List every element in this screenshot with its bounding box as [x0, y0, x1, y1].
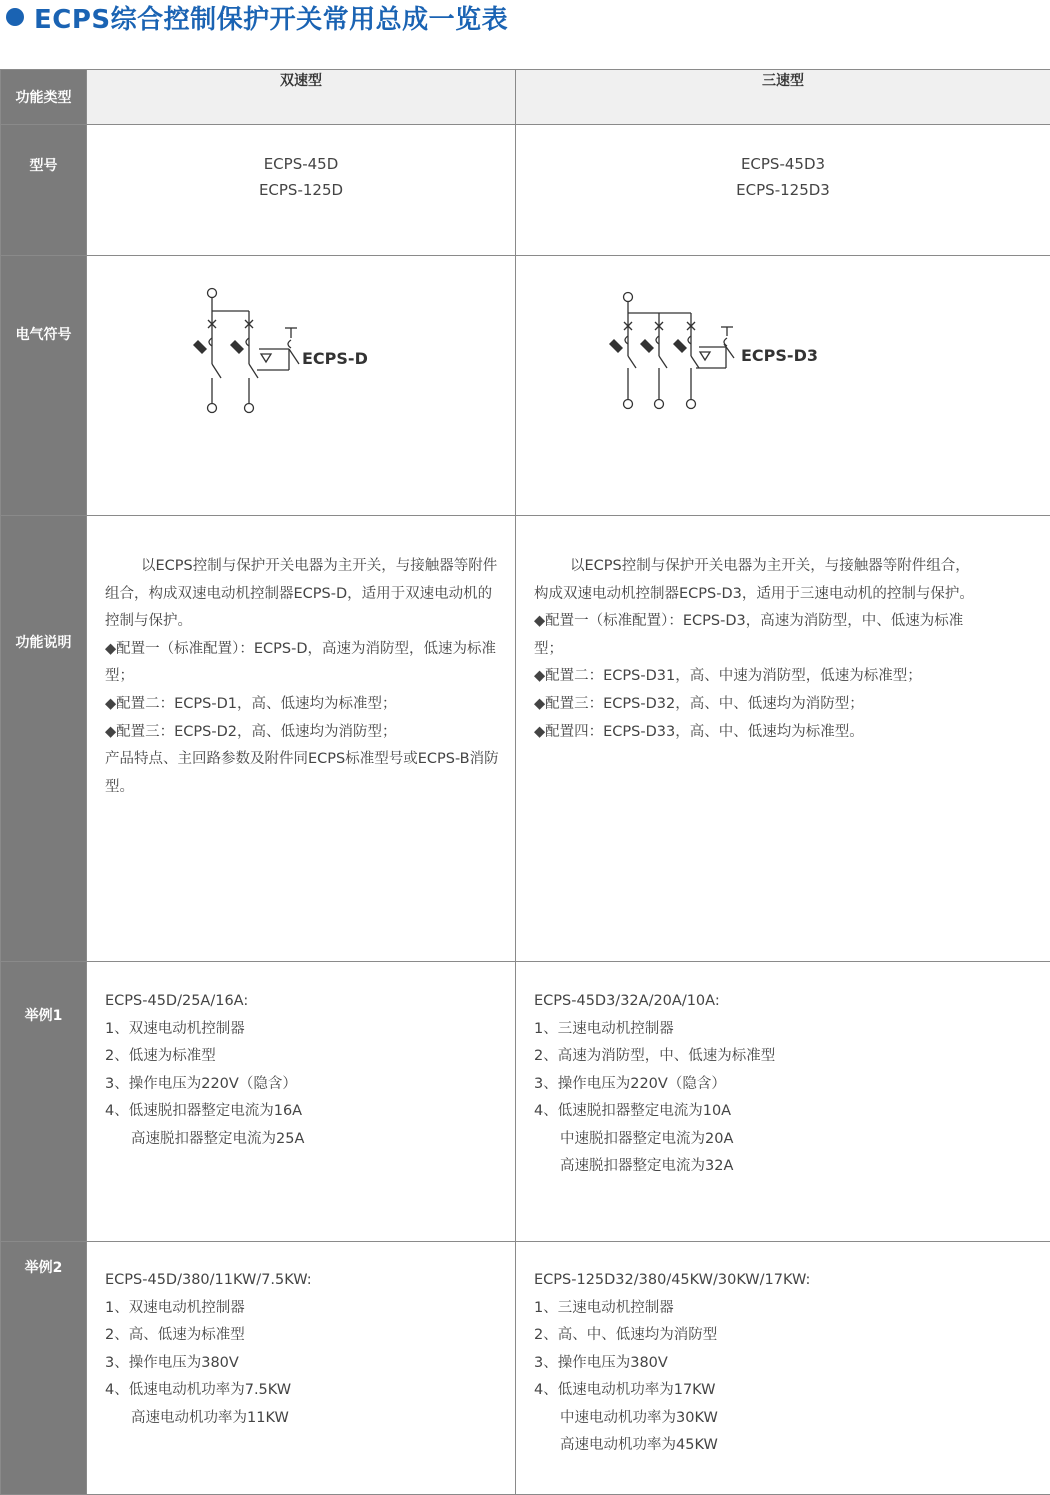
example-subitem: 高速电动机功率为11KW [105, 1405, 499, 1433]
table-row-example-1 [1, 962, 1050, 1242]
overview-table [0, 69, 1050, 1495]
ex1-cell-double [87, 962, 516, 1242]
ex2-cell-double [87, 1242, 516, 1495]
model-cell-triple [516, 125, 1050, 256]
example-item: 3、操作电压为220V（隐含） [534, 1071, 1034, 1099]
model-line: ECPS-45D [87, 151, 515, 177]
example-head: ECPS-125D32/380/45KW/30KW/17KW: [534, 1267, 1034, 1295]
page-title: ECPS综合控制保护开关常用总成一览表 [34, 0, 508, 36]
table-header-row [1, 70, 1050, 125]
example-item: 3、操作电压为380V [534, 1350, 1034, 1378]
desc-config: ◆配置二：ECPS-D31，高、中速为消防型，低速为标准型； [534, 663, 980, 691]
header-col-double-speed: 双速型 [87, 70, 516, 125]
page-title-bar [0, 0, 1050, 34]
electrical-symbol-double-icon [87, 256, 516, 447]
desc-paragraph: 以ECPS控制与保护开关电器为主开关，与接触器等附件组合，构成双速电动机控制器ECPS-D3，适用于三速电动机的控制与保护。 [534, 553, 980, 608]
row-label-example-2: 举例2 [1, 1242, 87, 1495]
symbol-cell-triple [516, 256, 1050, 516]
example-item: 1、三速电动机控制器 [534, 1016, 1034, 1044]
example-subitem: 高速脱扣器整定电流为32A [534, 1153, 1034, 1181]
example-item: 2、高、中、低速均为消防型 [534, 1322, 1034, 1350]
example-head: ECPS-45D3/32A/20A/10A: [534, 988, 1034, 1016]
desc-config: ◆配置四：ECPS-D33，高、中、低速均为标准型。 [534, 719, 980, 747]
desc-paragraph: 以ECPS控制与保护开关电器为主开关，与接触器等附件组合，构成双速电动机控制器ECPS-D，适用于双速电动机的控制与保护。 [105, 553, 499, 636]
table-row-example-2 [1, 1242, 1050, 1495]
example-subitem: 中速脱扣器整定电流为20A [534, 1126, 1034, 1154]
example-subitem: 高速电动机功率为45KW [534, 1432, 1034, 1460]
example-item: 1、双速电动机控制器 [105, 1016, 499, 1044]
table-row-symbol [1, 256, 1050, 516]
example-subitem: 高速脱扣器整定电流为25A [105, 1126, 499, 1154]
header-label-cell: 功能类型 [1, 70, 87, 125]
example-item: 4、低速脱扣器整定电流为16A [105, 1098, 499, 1126]
ex1-cell-triple [516, 962, 1050, 1242]
row-label-example-1: 举例1 [1, 962, 87, 1242]
example-item: 4、低速电动机功率为17KW [534, 1377, 1034, 1405]
table-row-model [1, 125, 1050, 256]
desc-config: ◆配置三：ECPS-D32，高、中、低速均为消防型； [534, 691, 980, 719]
example-subitem: 中速电动机功率为30KW [534, 1405, 1034, 1433]
example-head: ECPS-45D/380/11KW/7.5KW: [105, 1267, 499, 1295]
model-line: ECPS-45D3 [516, 151, 1050, 177]
ex2-cell-triple [516, 1242, 1050, 1495]
desc-note: 产品特点、主回路参数及附件同ECPS标准型号或ECPS-B消防型。 [105, 746, 499, 801]
row-label-symbol: 电气符号 [1, 256, 87, 516]
example-head: ECPS-45D/25A/16A: [105, 988, 499, 1016]
row-label-model: 型号 [1, 125, 87, 256]
symbol-label-triple: ECPS-D3 [741, 346, 818, 365]
desc-config: ◆配置三：ECPS-D2，高、低速均为消防型； [105, 719, 499, 747]
model-line: ECPS-125D [87, 177, 515, 203]
row-label-description: 功能说明 [1, 516, 87, 962]
example-item: 3、操作电压为380V [105, 1350, 499, 1378]
example-item: 2、高速为消防型，中、低速为标准型 [534, 1043, 1034, 1071]
model-line: ECPS-125D3 [516, 177, 1050, 203]
table-row-description [1, 516, 1050, 962]
symbol-label-double: ECPS-D [302, 349, 368, 368]
electrical-symbol-triple-icon [516, 256, 1050, 447]
model-cell-double [87, 125, 516, 256]
desc-config: ◆配置一（标准配置）：ECPS-D3，高速为消防型，中、低速为标准型； [534, 608, 980, 663]
desc-config: ◆配置二：ECPS-D1，高、低速均为标准型； [105, 691, 499, 719]
desc-cell-triple [516, 516, 1050, 962]
symbol-cell-double [87, 256, 516, 516]
example-item: 2、高、低速为标准型 [105, 1322, 499, 1350]
example-item: 4、低速电动机功率为7.5KW [105, 1377, 499, 1405]
header-col-triple-speed: 三速型 [516, 70, 1050, 125]
example-item: 4、低速脱扣器整定电流为10A [534, 1098, 1034, 1126]
example-item: 3、操作电压为220V（隐含） [105, 1071, 499, 1099]
desc-config: ◆配置一（标准配置）：ECPS-D，高速为消防型，低速为标准型； [105, 636, 499, 691]
example-item: 1、双速电动机控制器 [105, 1295, 499, 1323]
example-item: 1、三速电动机控制器 [534, 1295, 1034, 1323]
desc-cell-double [87, 516, 516, 962]
bullet-dot-icon [6, 8, 24, 26]
example-item: 2、低速为标准型 [105, 1043, 499, 1071]
